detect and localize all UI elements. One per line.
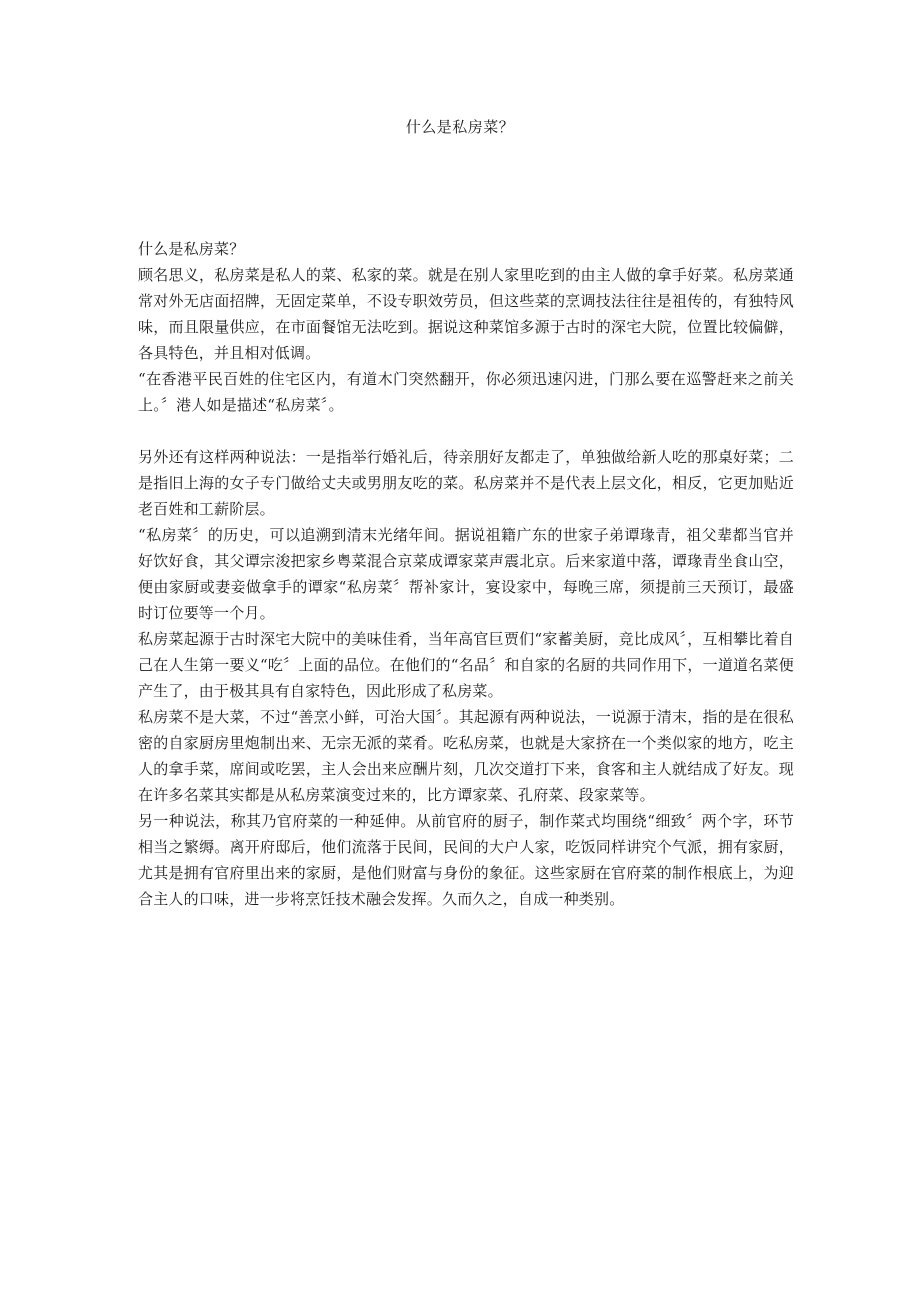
paragraph: 私房菜不是大菜，不过“善烹小鲜，可治大国〞。其起源有两种说法，一说源于清末，指的是在很私密的自家厨房里炮制出来、无宗无派的菜肴。吃私房菜，也就是大家挤在一个类似家的地方，吃主人的拿手菜，席间或吃罢，主人会出来应酬片刻，几次交道打下来，食客和主人就结成了好友。现在许多名菜其实都是从私房菜演变过来的，比方谭家菜、孔府菜、段家菜等。 [138,708,794,804]
paragraph: 另外还有这样两种说法：一是指举行婚礼后，待亲朋好友都走了，单独做给新人吃的那桌好菜；二是指旧上海的女子专门做给丈夫或男朋友吃的菜。私房菜并不是代表上层文化，相反，它更加贴近老百姓和工薪阶层。 [138,448,794,518]
page-title: 什么是私房菜？ [405,118,515,136]
paragraph-heading: 什么是私房菜？ [138,240,245,258]
paragraph: “在香港平民百姓的住宅区内，有道木门突然翻开，你必须迅速闪进，门那么要在巡警赶来之前关上。〞港人如是描述“私房菜〞。 [138,370,794,414]
paragraph: 私房菜起源于古时深宅大院中的美味佳肴，当年高官巨贾们“家蓄美厨，竞比成风〞，互相攀比着自己在人生第一要义“吃〞上面的品位。在他们的“名品〞和自家的名厨的共同作用下，一道道名菜便产生了，由于极其具有自家特色，因此形成了私房菜。 [138,630,794,700]
paragraph: 顾名思义，私房菜是私人的菜、私家的菜。就是在别人家里吃到的由主人做的拿手好菜。私房菜通常对外无店面招牌，无固定菜单，不设专职效劳员，但这些菜的烹调技法往往是祖传的，有独特风味，而且限量供应，在市面餐馆无法吃到。据说这种菜馆多源于古时的深宅大院，位置比较偏僻，各具特色，并且相对低调。 [138,266,794,362]
paragraph: 另一种说法，称其乃官府菜的一种延伸。从前官府的厨子，制作菜式均围绕“细致〞两个字，环节相当之繁缛。离开府邸后，他们流落于民间，民间的大户人家，吃饭同样讲究个气派，拥有家厨，尤其是拥有官府里出来的家厨，是他们财富与身份的象征。这些家厨在官府菜的制作根底上，为迎合主人的口味，进一步将烹饪技术融会发挥。久而久之，自成一种类别。 [138,812,794,908]
document-body [138,236,794,912]
paragraph: “私房菜〞的历史，可以追溯到清末光绪年间。据说祖籍广东的世家子弟谭瑑青，祖父辈都当官并好饮好食，其父谭宗浚把家乡粤菜混合京菜成谭家菜声震北京。后来家道中落，谭瑑青坐食山空，便由家厨或妻妾做拿手的谭家“私房菜〞帮补家计，宴设家中，每晚三席，须提前三天预订，最盛时订位要等一个月。 [138,526,794,622]
blank-line [138,418,794,444]
